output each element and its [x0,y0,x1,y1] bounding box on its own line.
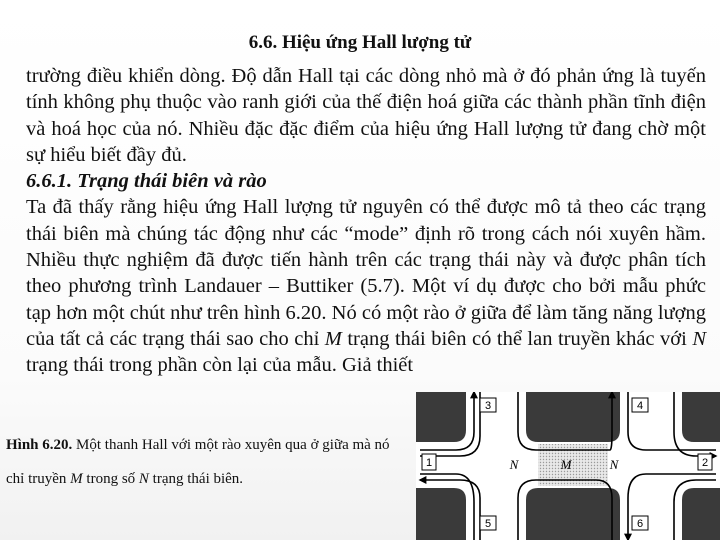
terminal-3-label: 3 [484,400,492,412]
caption-label: Hình 6.20. [6,437,73,453]
terminal-6-label: 6 [636,518,644,530]
terminal-4-label: 4 [636,400,644,412]
figure-caption: Hình 6.20. Một thanh Hall với một rào xuyên qua ở giữa mà nó chỉ truyền M trong số N trạng thái biên. [6,437,390,487]
region-mid-label: M [560,457,572,472]
terminal-1-label: 1 [425,457,433,469]
region-right-label: N [609,457,619,472]
hall-bar-diagram [416,392,720,540]
paragraph-2: Ta đã thấy rằng hiệu ứng Hall lượng tử nguyên có thể được mô tả theo các trạng thái biên mà chúng tác động như các “mode” định rõ trong cách nói xuyên hầm. Nhiều thực nghiệm đã được tiến hành trên các trạng thái này và được phân tích theo phương trình Landauer – Buttiker (5.7). Một ví dụ được cho bởi mẫu phức tạp hơn một chút như trên hình 6.20. Nó có một rào ở giữa để làm tăng năng lượng của tất cả các trạng thái sao cho chỉ M trạng thái biên có thể lan truyền khác với N trạng thái trong phần còn lại của mẫu. Giả thiết [26,196,707,377]
region-left-label: N [509,457,519,472]
body-text [26,63,706,379]
section-title: 6.6. Hiệu ứng Hall lượng tử [248,32,472,53]
subsection-title: 6.6.1. Trạng thái biên và rào [26,170,267,193]
paragraph-1: trường điều khiển dòng. Độ dẫn Hall tại các dòng nhỏ mà ở đó phản ứng là tuyến tính không phụ thuộc vào ranh giới của thế điện hoá giữa các thành phần tĩnh điện và hoá học của nó. Nhiều đặc đặc điểm của hiệu ứng Hall lượng tử đang chờ một sự hiểu biết đầy đủ. [26,65,706,166]
hall-bar-figure [416,392,720,540]
terminal-2-label: 2 [701,457,709,469]
terminal-5-label: 5 [484,518,492,530]
